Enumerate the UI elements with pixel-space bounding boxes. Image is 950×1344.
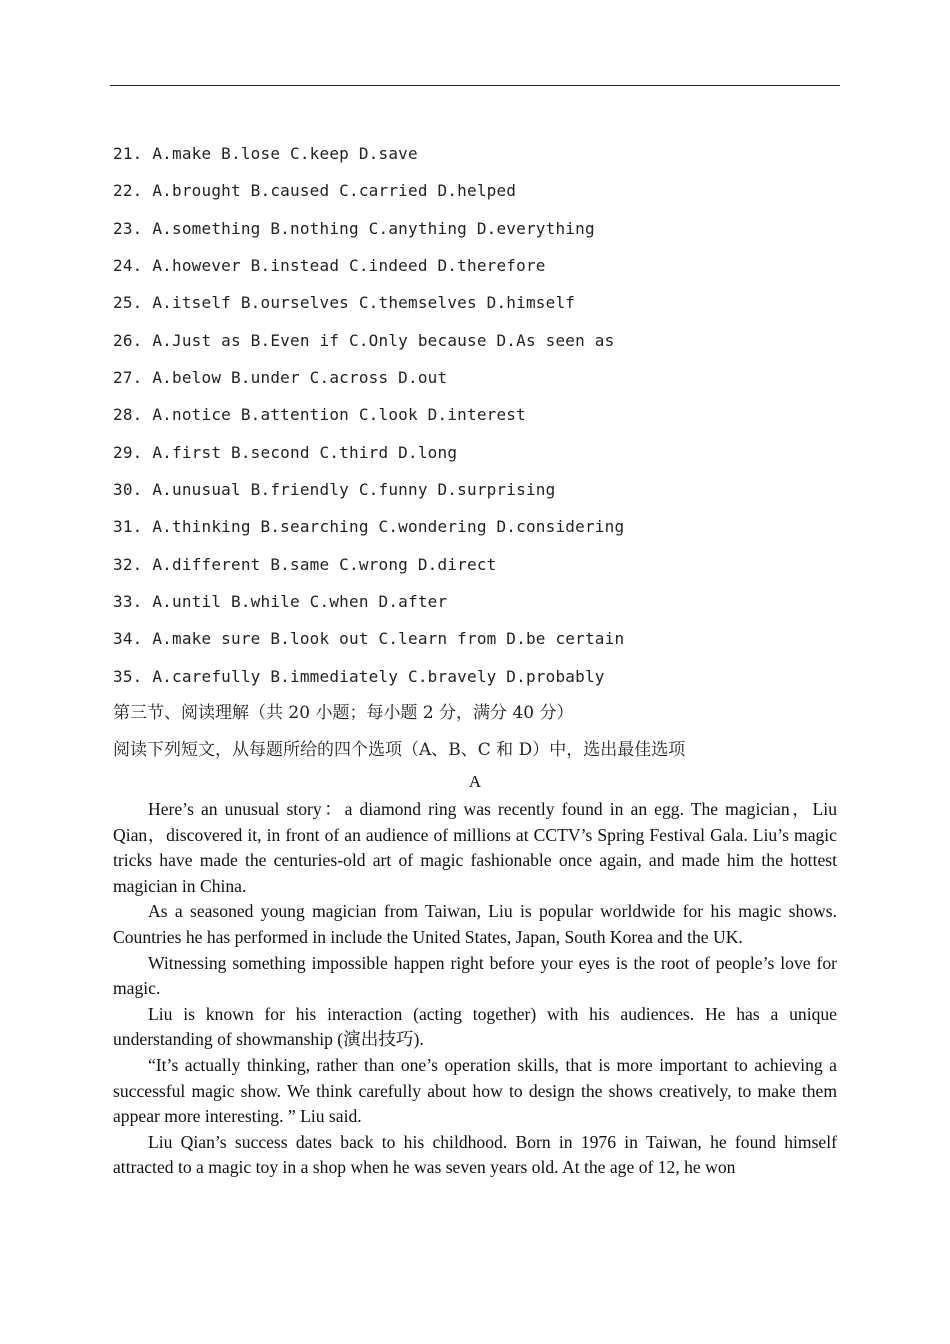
passage-paragraph: Here’s an unusual story：a diamond ring was recently found in an egg. The magician，Liu Qian，discovered it, in front of an audience of millions at CCTV’s Spring Festival Gala. Liu’s magic tricks have made the centuries-old art of magic fashionable once again, and made him the hottest magician in China. — [113, 799, 837, 896]
question-28-options: 28. A.notice B.attention C.look D.interest — [113, 405, 526, 425]
question-31-options: 31. A.thinking B.searching C.wondering D.considering — [113, 517, 625, 537]
passage-paragraph: “It’s actually thinking, rather than one’s operation skills, that is more important to achieving a successful magic show. We think carefully about how to design the shows creatively, to make them appear more interesting. ” Liu said. — [113, 1054, 837, 1127]
question-33-options: 33. A.until B.while C.when D.after — [113, 592, 448, 612]
reading-passage — [113, 797, 837, 1181]
question-35-options: 35. A.carefully B.immediately C.bravely D.probably — [113, 666, 605, 686]
question-23-options: 23. A.something B.nothing C.anything D.everything — [113, 218, 595, 238]
question-32-options: 32. A.different B.same C.wrong D.direct — [113, 554, 497, 574]
passage-paragraph: Liu is known for his interaction (acting together) with his audiences. He has a unique understanding of showmanship (演出技巧). — [113, 1003, 837, 1050]
section-header — [113, 701, 843, 775]
passage-paragraph: As a seasoned young magician from Taiwan, Liu is popular worldwide for his magic shows. Countries he has performed in include the United States, Japan, South Korea and the UK. — [113, 901, 837, 947]
question-34-options: 34. A.make sure B.look out C.learn from D.be certain — [113, 629, 625, 649]
question-25-options: 25. A.itself B.ourselves C.themselves D.himself — [113, 293, 576, 313]
section-instruction: 阅读下列短文，从每题所给的四个选项（A、B、C 和 D）中，选出最佳选项 — [113, 740, 686, 760]
passage-paragraph: Liu Qian’s success dates back to his childhood. Born in 1976 in Taiwan, he found himself attracted to a magic toy in a shop when he was seven years old. At the age of 12, he won — [113, 1131, 837, 1178]
question-27-options: 27. A.below B.under C.across D.out — [113, 368, 448, 388]
passage-letter: A — [468, 772, 482, 791]
cloze-options-list — [113, 142, 843, 702]
question-29-options: 29. A.first B.second C.third D.long — [113, 442, 458, 462]
question-22-options: 22. A.brought B.caused C.carried D.helped — [113, 181, 517, 201]
passage-paragraph: Witnessing something impossible happen right before your eyes is the root of people’s love for magic. — [113, 952, 837, 999]
header-rule — [110, 85, 840, 86]
question-30-options: 30. A.unusual B.friendly C.funny D.surprising — [113, 480, 556, 500]
question-21-options: 21. A.make B.lose C.keep D.save — [113, 144, 418, 163]
question-26-options: 26. A.Just as B.Even if C.Only because D.As seen as — [113, 330, 615, 350]
section-heading: 第三节、阅读理解（共 20 小题；每小题 2 分，满分 40 分） — [113, 703, 574, 723]
question-24-options: 24. A.however B.instead C.indeed D.therefore — [113, 256, 546, 276]
